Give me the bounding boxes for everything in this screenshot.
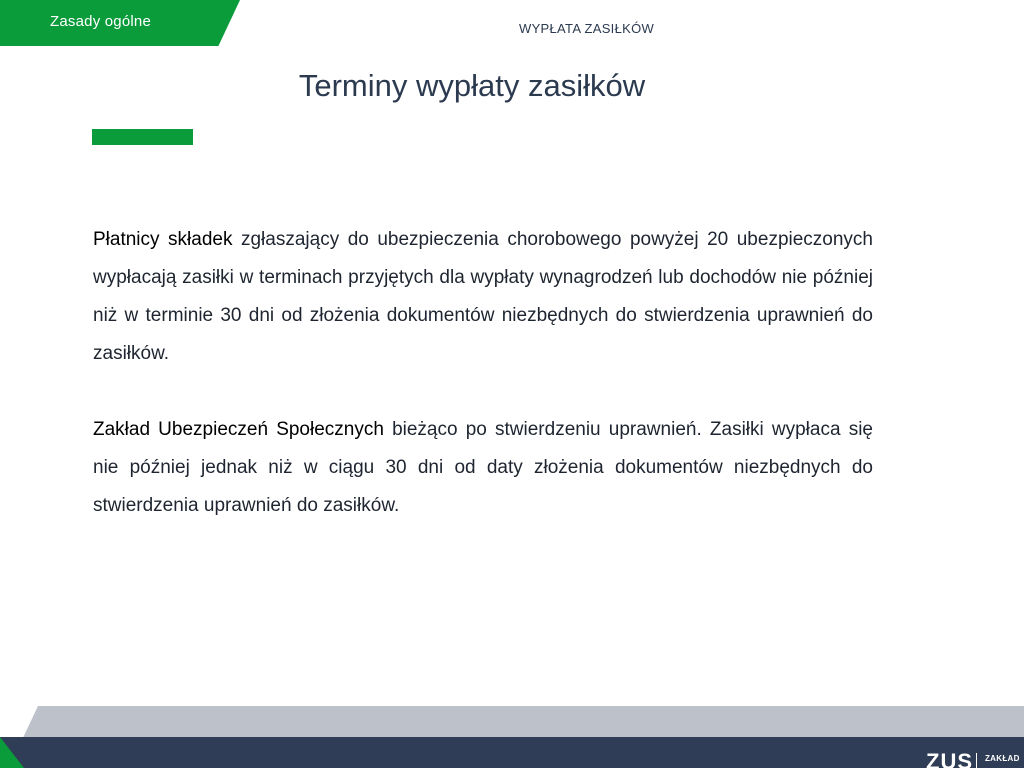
- zus-logo: ZUS: [926, 749, 973, 768]
- body-text: [93, 221, 873, 525]
- section-tab-label: Zasady ogólne: [50, 13, 152, 30]
- paragraph-zus: [93, 411, 873, 525]
- title-accent-bar: [92, 129, 193, 145]
- page-title: Terminy wypłaty zasiłków: [298, 68, 646, 103]
- paragraph-lead: Zakład Ubezpieczeń Społecznych: [93, 419, 384, 440]
- header-title: WYPŁATA ZASIŁKÓW: [519, 21, 655, 36]
- paragraph-text: bieżąco po stwierdzeniu uprawnień. Zasiłki wypłaca się nie później jednak niż w ciągu 30 dni od daty złożenia dokumentów niezbędnych do stwierdzenia uprawnień do zasiłków.: [93, 419, 873, 516]
- paragraph-text: zgłaszający do ubezpieczenia chorobowego powyżej 20 ubezpieczonych wypłacają zasiłki w terminach przyjętych dla wypłaty wynagrodzeń lub dochodów nie później niż w terminie 30 dni od złożenia dokumentów niezbędnych do stwierdzenia uprawnień do zasiłków.: [93, 229, 873, 364]
- paragraph-payers: [93, 221, 873, 373]
- footer-gray-band: [22, 706, 1024, 740]
- footer-navy-band: [0, 737, 1024, 768]
- zus-logo-subtitle: ZAKŁAD: [985, 754, 1020, 763]
- logo-separator: [976, 753, 977, 768]
- paragraph-lead: Płatnicy składek: [93, 229, 233, 250]
